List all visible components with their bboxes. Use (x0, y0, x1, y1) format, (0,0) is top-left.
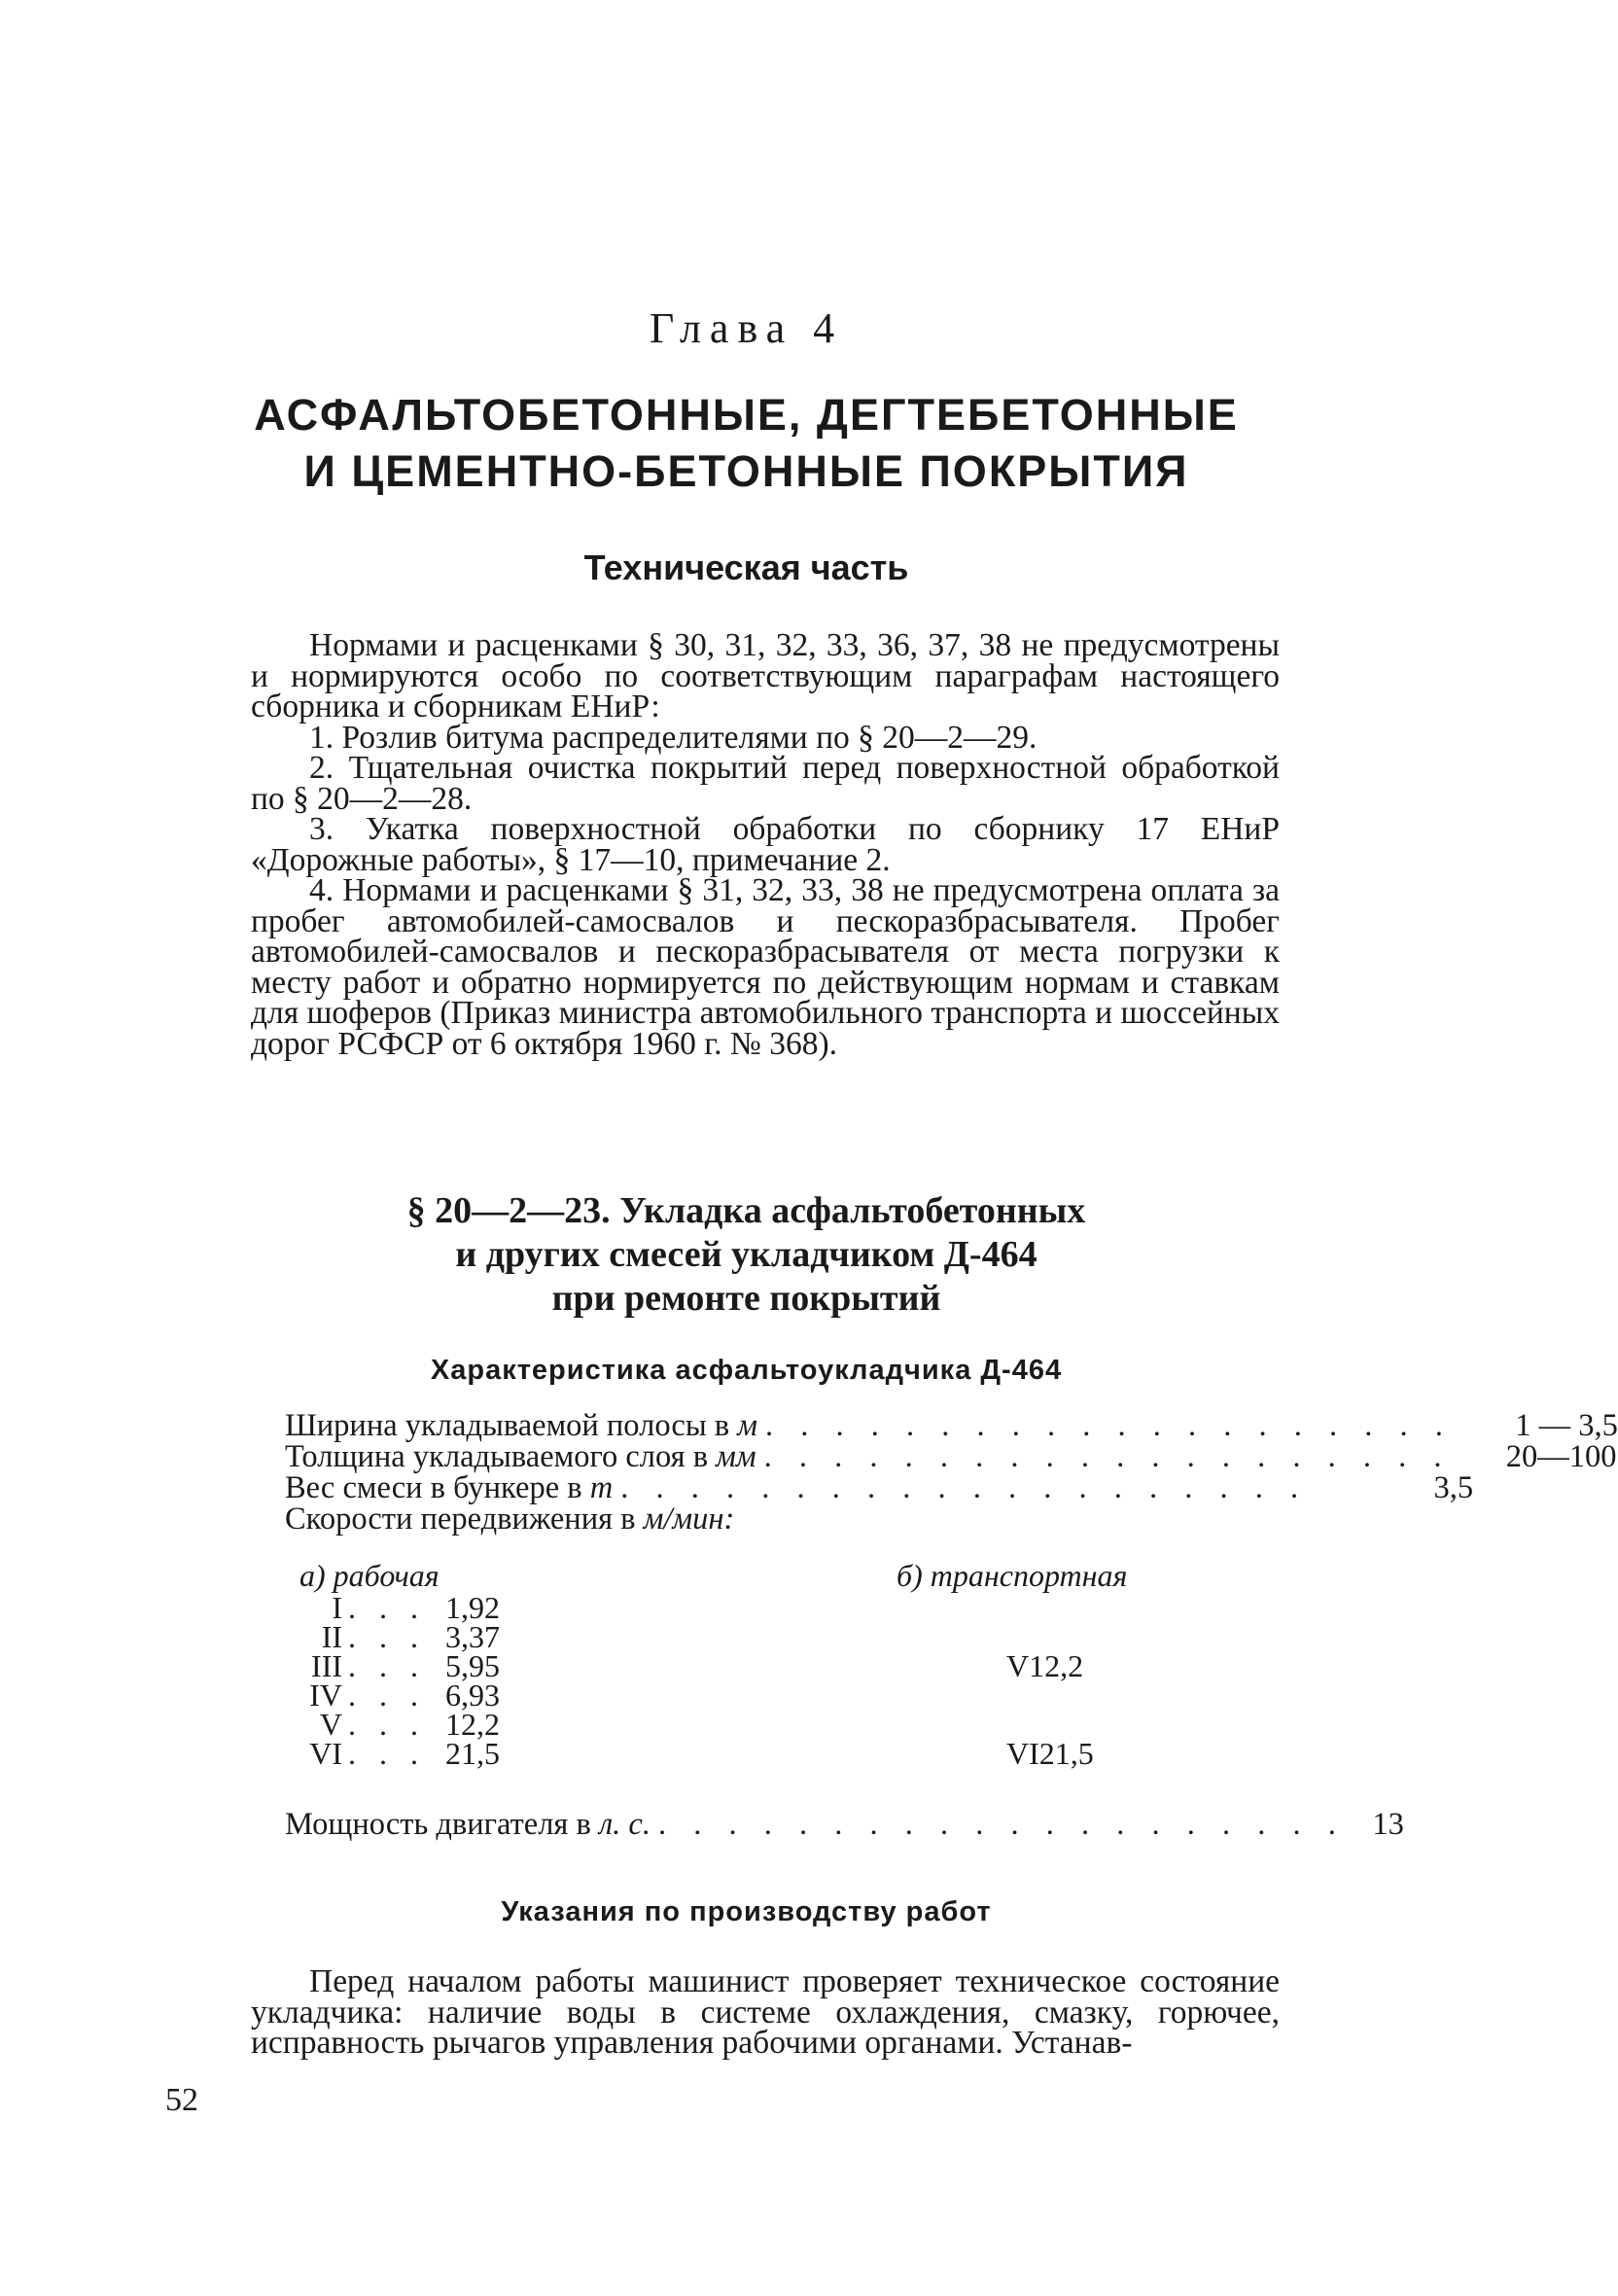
speed-value: 12,2 (445, 1707, 500, 1742)
spec-unit: мм (716, 1439, 756, 1474)
speed-value: 12,2 (1029, 1648, 1084, 1683)
characteristics-title: Характеристика асфальтоукладчика Д-464 (430, 1355, 1063, 1386)
chapter-heading: Глава 4 (649, 304, 844, 352)
paragraph-title-line: и других смесей укладчиком Д-464 (455, 1234, 1038, 1275)
paragraph-title (0, 1189, 1493, 1321)
spec-unit: м (737, 1408, 758, 1443)
gear-number: IV (309, 1678, 342, 1713)
spec-label: Толщина укладываемого слоя в (285, 1439, 717, 1474)
leader-dots: . . . . . . . . . . . . . . . . . . . . (620, 1470, 1309, 1505)
transport-speeds-header: б) транспортная (897, 1558, 1128, 1593)
working-speeds-header: а) рабочая (299, 1558, 440, 1593)
speed-row (1006, 1736, 1094, 1771)
gear-number: V (319, 1707, 342, 1742)
spec-label: Вес смеси в бункере в (285, 1470, 590, 1505)
chapter-title-line: АСФАЛЬТОБЕТОННЫЕ, ДЕГТЕБЕТОННЫЕ (254, 390, 1239, 440)
gear-number: VI (309, 1736, 342, 1771)
paragraph-title-line: § 20—2—23. Укладка асфальтобетонных (406, 1190, 1086, 1231)
working-speeds-list (255, 1590, 500, 1771)
speed-row: III . . . 5,95 (255, 1651, 500, 1680)
list-item: 4. Нормами и расценками § 31, 32, 33, 38 не предусмотрена оплата за пробег автомобилей-самосвалов и пескоразбрасывателя. Пробег автомобилей-самосвалов и пескоразбрасывателя от места погрузки к месту работ и обратно нормируется по действующим нормам и ставкам для шоферов (Приказ министра автомобильного транспорта и шоссейных дорог РСФСР от 6 октября 1960 г. № 368). (251, 872, 1280, 1062)
leader-dots: . . . . . . . . . . . . . . . . . . . . (765, 1408, 1453, 1443)
gear-number: I (332, 1590, 342, 1625)
instructions-title: Указания по производству работ (501, 1896, 992, 1927)
spec-value: 13 (1372, 1807, 1404, 1842)
intro-paragraph: Нормами и расценками § 30, 31, 32, 33, 36, 37, 38 не предусмотрены и нормируются особо по соответствующим параграфам настоящего сборника и сборникам ЕНиР: (251, 627, 1280, 724)
speed-value: 1,92 (445, 1590, 500, 1625)
gear-number: III (311, 1648, 342, 1683)
instructions-paragraph: Перед началом работы машинист проверяет техническое состояние укладчика: наличие воды в системе охлаждения, смазку, горючее, исправность рычагов управления рабочими органами. Устанав- (251, 1963, 1280, 2061)
speed-value: 21,5 (1038, 1736, 1094, 1771)
spec-row (285, 1439, 1617, 1474)
speed-row: IV . . . 6,93 (255, 1680, 500, 1710)
spec-row (285, 1470, 1474, 1505)
list-item: 3. Укатка поверхностной обработки по сборнику 17 ЕНиР «Дорожные работы», § 17—10, примечание 2. (251, 811, 1280, 878)
leader-dots: . . . . . . . . . . . . . . . . . . . . (763, 1439, 1452, 1474)
section-subheading: Техническая часть (583, 548, 909, 587)
spec-unit: м/мин: (643, 1501, 735, 1537)
speed-row: I . . . 1,92 (255, 1593, 500, 1622)
transport-speeds-list (1006, 1593, 1094, 1771)
speed-value: 6,93 (445, 1678, 500, 1713)
spec-label: Мощность двигателя в (285, 1807, 599, 1842)
spec-row (285, 1408, 1618, 1443)
spec-value: 20—100 (1505, 1439, 1617, 1474)
page-number: 52 (165, 2082, 198, 2118)
gear-number: V (1006, 1648, 1030, 1683)
characteristics-list (285, 1408, 1618, 1537)
spec-unit: т (589, 1470, 614, 1505)
speed-value: 21,5 (445, 1736, 500, 1771)
list-item: 1. Розлив битума распределителями по § 20—2—29. (309, 719, 1038, 756)
gear-number: II (321, 1619, 342, 1654)
technical-part-text (251, 627, 1280, 1062)
chapter-title-line: И ЦЕМЕНТНО-БЕТОННЫЕ ПОКРЫТИЯ (303, 446, 1189, 496)
speed-row: VI . . . 21,5 (255, 1739, 500, 1768)
speed-row: II . . . 3,37 (255, 1622, 500, 1651)
chapter-title (0, 387, 1493, 500)
spec-label: Ширина укладываемой полосы в (285, 1408, 738, 1443)
spec-value: 1 — 3,5 (1515, 1408, 1618, 1443)
speed-row (1006, 1648, 1094, 1683)
leader-dots: . . . . . . . . . . . . . . . . . . . . (657, 1807, 1346, 1842)
spec-unit: л. с. (598, 1807, 651, 1842)
speed-value: 3,37 (445, 1619, 500, 1654)
instructions-text (251, 1963, 1280, 2061)
speed-row: V . . . 12,2 (255, 1710, 500, 1739)
list-item: 2. Тщательная очистка покрытий перед поверхностной обработкой по § 20—2—28. (251, 750, 1280, 817)
gear-number: VI (1006, 1736, 1039, 1771)
paragraph-title-line: при ремонте покрытий (551, 1278, 941, 1319)
spec-value: 3,5 (1433, 1470, 1474, 1505)
speed-value: 5,95 (445, 1648, 500, 1683)
spec-row (285, 1503, 1218, 1535)
engine-power-row (285, 1807, 1404, 1842)
spec-label: Скорости передвижения в (285, 1501, 644, 1537)
